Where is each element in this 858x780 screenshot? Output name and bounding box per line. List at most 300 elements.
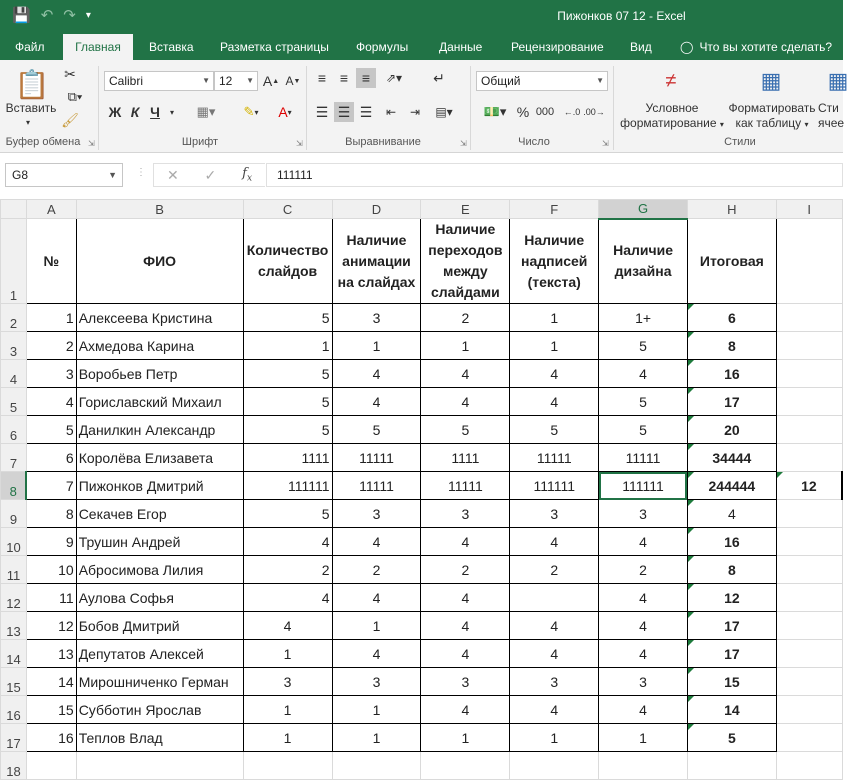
- table-cell[interactable]: 3: [599, 500, 688, 528]
- table-cell[interactable]: 1111: [243, 444, 332, 472]
- table-cell[interactable]: [776, 696, 842, 724]
- row-header[interactable]: 7: [1, 444, 27, 472]
- table-cell[interactable]: 111111: [243, 472, 332, 500]
- table-cell[interactable]: 1: [599, 724, 688, 752]
- align-left-icon[interactable]: ☰: [315, 103, 329, 120]
- table-cell[interactable]: [776, 500, 842, 528]
- table-cell[interactable]: 2: [599, 556, 688, 584]
- table-cell[interactable]: 4: [599, 360, 688, 388]
- header-cell[interactable]: [776, 219, 842, 304]
- table-cell[interactable]: 3: [510, 668, 599, 696]
- font-group-label: Шрифт: [181, 136, 219, 148]
- wrap-text-icon[interactable]: ↵: [433, 69, 445, 86]
- table-cell[interactable]: 12: [776, 472, 842, 500]
- column-header[interactable]: E: [421, 200, 510, 219]
- tab-formulas[interactable]: Формулы: [356, 40, 409, 54]
- table-cell[interactable]: 11111: [421, 472, 510, 500]
- row-header[interactable]: 11: [1, 556, 27, 584]
- table-row: [1, 416, 843, 444]
- row-header[interactable]: 16: [1, 696, 27, 724]
- table-cell[interactable]: [599, 752, 688, 780]
- table-cell[interactable]: 4: [243, 612, 332, 640]
- clipboard-group-label: Буфер обмена: [5, 136, 81, 148]
- shrink-font-icon[interactable]: A ▼: [285, 74, 301, 88]
- table-cell[interactable]: [776, 332, 842, 360]
- column-header[interactable]: C: [243, 200, 332, 219]
- window-title: Пижонков 07 12 - Excel: [557, 9, 686, 23]
- align-top-icon[interactable]: ≡: [317, 70, 327, 86]
- copy-icon[interactable]: ⧉▾: [67, 89, 83, 104]
- table-cell[interactable]: [776, 752, 842, 780]
- table-cell[interactable]: 2: [421, 556, 510, 584]
- column-header[interactable]: D: [332, 200, 421, 219]
- table-cell[interactable]: 3: [510, 500, 599, 528]
- table-cell[interactable]: Алексеева Кристина: [76, 304, 243, 332]
- table-row: [1, 219, 843, 304]
- font-name-value: Calibri: [109, 74, 144, 88]
- table-cell[interactable]: 4: [421, 696, 510, 724]
- table-cell[interactable]: 9: [26, 528, 76, 556]
- table-cell[interactable]: 11111: [599, 444, 688, 472]
- row-header[interactable]: 3: [1, 332, 27, 360]
- table-cell[interactable]: 5: [599, 332, 688, 360]
- table-cell[interactable]: 1: [421, 332, 510, 360]
- table-cell[interactable]: 5: [599, 388, 688, 416]
- table-cell[interactable]: 4: [599, 640, 688, 668]
- table-cell[interactable]: 5: [332, 416, 421, 444]
- underline-dropdown-icon[interactable]: ▾: [169, 107, 174, 117]
- table-cell[interactable]: 6: [26, 444, 76, 472]
- table-cell[interactable]: 4: [421, 584, 510, 612]
- table-cell[interactable]: 4: [421, 360, 510, 388]
- table-cell[interactable]: Аулова Софья: [76, 584, 243, 612]
- table-row: [1, 612, 843, 640]
- column-header[interactable]: G: [599, 200, 688, 219]
- table-cell[interactable]: [776, 612, 842, 640]
- table-cell[interactable]: 10: [26, 556, 76, 584]
- formula-input[interactable]: 111111: [266, 163, 843, 187]
- table-cell[interactable]: 12: [26, 612, 76, 640]
- table-cell[interactable]: 5: [687, 724, 776, 752]
- table-cell[interactable]: Гориславский Михаил: [76, 388, 243, 416]
- conditional-formatting-label-1: Условное: [645, 101, 699, 115]
- table-row: [1, 584, 843, 612]
- table-cell[interactable]: 3: [421, 500, 510, 528]
- column-header[interactable]: B: [76, 200, 243, 219]
- table-cell[interactable]: 3: [332, 668, 421, 696]
- table-cell[interactable]: [776, 668, 842, 696]
- cell-styles-label-2: ячее: [818, 116, 845, 130]
- table-cell[interactable]: 7: [26, 472, 76, 500]
- table-cell[interactable]: 15: [687, 668, 776, 696]
- spreadsheet-table: [0, 199, 843, 780]
- table-cell[interactable]: 4: [599, 584, 688, 612]
- table-cell[interactable]: 4: [421, 640, 510, 668]
- row-header[interactable]: 17: [1, 724, 27, 752]
- table-cell[interactable]: 12: [687, 584, 776, 612]
- font-color-icon[interactable]: A ▾: [278, 104, 292, 120]
- table-cell[interactable]: [76, 752, 243, 780]
- table-cell[interactable]: Ахмедова Карина: [76, 332, 243, 360]
- table-cell[interactable]: Теплов Влад: [76, 724, 243, 752]
- bold-button[interactable]: Ж: [108, 104, 122, 120]
- number-format-combo[interactable]: [476, 71, 608, 91]
- table-cell[interactable]: 4: [599, 696, 688, 724]
- decrease-indent-icon[interactable]: ⇤: [385, 105, 397, 119]
- italic-button[interactable]: К: [130, 104, 140, 120]
- ribbon: [0, 60, 849, 153]
- table-cell[interactable]: 1: [332, 724, 421, 752]
- table-cell[interactable]: [776, 556, 842, 584]
- table-cell[interactable]: [776, 584, 842, 612]
- align-middle-icon[interactable]: ≡: [339, 70, 349, 86]
- tab-insert[interactable]: Вставка: [149, 40, 194, 54]
- header-cell[interactable]: Наличие надписей (текста): [510, 219, 599, 304]
- paste-icon[interactable]: 📋: [14, 68, 50, 100]
- number-group-label: Число: [518, 136, 550, 148]
- format-as-table-label-1: Форматировать: [728, 101, 816, 115]
- format-as-table-label-2: как таблицу: [735, 116, 802, 130]
- header-cell[interactable]: ФИО: [76, 219, 243, 304]
- table-cell[interactable]: 5: [421, 416, 510, 444]
- formula-buttons: [153, 163, 265, 187]
- table-cell[interactable]: 3: [26, 360, 76, 388]
- table-cell[interactable]: 16: [687, 360, 776, 388]
- table-cell[interactable]: 15: [26, 696, 76, 724]
- cell-styles-button[interactable]: [818, 101, 858, 131]
- table-cell[interactable]: 14: [26, 668, 76, 696]
- orientation-icon[interactable]: ⇗▾: [385, 71, 403, 85]
- table-cell[interactable]: 4: [421, 528, 510, 556]
- table-cell[interactable]: 5: [243, 304, 332, 332]
- font-size-value: 12: [219, 74, 233, 88]
- table-cell[interactable]: 11: [26, 584, 76, 612]
- grow-font-icon[interactable]: A ▲: [262, 73, 280, 89]
- font-launcher-icon[interactable]: ⇲: [296, 139, 303, 148]
- font-name-combo[interactable]: [104, 71, 214, 91]
- align-right-icon[interactable]: ☰: [359, 103, 373, 120]
- table-cell[interactable]: 1: [510, 332, 599, 360]
- column-header-row: [1, 200, 843, 219]
- table-row: [1, 360, 843, 388]
- title-bar: [0, 0, 843, 34]
- table-cell[interactable]: 3: [332, 500, 421, 528]
- table-cell[interactable]: [776, 640, 842, 668]
- column-header[interactable]: I: [776, 200, 842, 219]
- table-cell[interactable]: 4: [332, 360, 421, 388]
- customize-qat-icon[interactable]: ▾: [85, 9, 91, 21]
- table-cell[interactable]: [776, 528, 842, 556]
- table-cell[interactable]: [776, 724, 842, 752]
- alignment-launcher-icon[interactable]: ⇲: [460, 139, 467, 148]
- table-cell[interactable]: 5: [510, 416, 599, 444]
- tab-review[interactable]: Рецензирование: [511, 40, 604, 54]
- table-cell[interactable]: 4: [510, 528, 599, 556]
- table-row: [1, 472, 843, 500]
- table-row: [1, 528, 843, 556]
- table-cell[interactable]: 4: [26, 388, 76, 416]
- table-row: [1, 556, 843, 584]
- table-cell[interactable]: 4: [510, 360, 599, 388]
- cell-styles-label-1: Сти: [818, 101, 839, 115]
- table-row: [1, 500, 843, 528]
- row-header[interactable]: 14: [1, 640, 27, 668]
- conditional-formatting-button[interactable]: Условное форматирование ▾: [614, 101, 730, 132]
- formula-bar-grip-icon[interactable]: ⋮: [136, 167, 146, 178]
- table-cell[interactable]: 11111: [332, 472, 421, 500]
- cell-styles-icon[interactable]: ▦: [827, 68, 849, 93]
- header-cell[interactable]: Итоговая: [687, 219, 776, 304]
- table-cell[interactable]: 5: [243, 388, 332, 416]
- table-cell[interactable]: 16: [26, 724, 76, 752]
- group-separator: [306, 66, 307, 150]
- decrease-decimal-icon[interactable]: .00→: [583, 107, 605, 117]
- table-cell[interactable]: 4: [332, 584, 421, 612]
- row-header[interactable]: 1: [1, 219, 27, 304]
- table-cell[interactable]: 4: [510, 388, 599, 416]
- font-size-combo[interactable]: [214, 71, 258, 91]
- conditional-formatting-icon[interactable]: ≠: [665, 69, 677, 92]
- format-as-table-icon[interactable]: ▦: [760, 68, 782, 93]
- lightbulb-icon: ◯: [680, 40, 694, 54]
- redo-icon[interactable]: ↷: [63, 7, 76, 24]
- row-header[interactable]: 13: [1, 612, 27, 640]
- row-header[interactable]: 9: [1, 500, 27, 528]
- fill-color-icon[interactable]: ✎ ▾: [243, 104, 259, 119]
- table-cell[interactable]: 1: [243, 696, 332, 724]
- table-cell[interactable]: Депутатов Алексей: [76, 640, 243, 668]
- table-cell[interactable]: 3: [332, 304, 421, 332]
- row-header[interactable]: 5: [1, 388, 27, 416]
- currency-format-icon[interactable]: 💵▾: [483, 104, 507, 119]
- table-cell[interactable]: 111111: [599, 472, 688, 500]
- table-cell[interactable]: 20: [687, 416, 776, 444]
- table-cell[interactable]: Королёва Елизавета: [76, 444, 243, 472]
- table-row: [1, 696, 843, 724]
- row-header[interactable]: 8: [1, 472, 27, 500]
- table-cell[interactable]: 244444: [687, 472, 776, 500]
- paste-dropdown-icon[interactable]: ▾: [26, 118, 31, 127]
- undo-icon[interactable]: ↶: [40, 7, 54, 24]
- table-cell[interactable]: 111111: [510, 472, 599, 500]
- table-cell[interactable]: 2: [26, 332, 76, 360]
- table-cell[interactable]: 5: [243, 416, 332, 444]
- tab-data[interactable]: Данные: [439, 40, 483, 54]
- align-bottom-icon[interactable]: ≡: [356, 68, 376, 88]
- borders-icon[interactable]: ▦▾: [196, 104, 216, 119]
- table-cell[interactable]: 1: [243, 724, 332, 752]
- row-header[interactable]: 10: [1, 528, 27, 556]
- align-center-icon[interactable]: ☰: [334, 102, 354, 122]
- column-header[interactable]: A: [26, 200, 76, 219]
- number-launcher-icon[interactable]: ⇲: [602, 139, 609, 148]
- table-cell[interactable]: [243, 752, 332, 780]
- table-cell[interactable]: [776, 416, 842, 444]
- row-header[interactable]: 4: [1, 360, 27, 388]
- table-cell[interactable]: 1: [510, 304, 599, 332]
- tab-view[interactable]: Вид: [630, 40, 652, 54]
- tell-me-box[interactable]: [670, 34, 842, 60]
- table-cell[interactable]: Воробьев Петр: [76, 360, 243, 388]
- table-cell[interactable]: [421, 752, 510, 780]
- row-header[interactable]: 6: [1, 416, 27, 444]
- save-icon[interactable]: 💾: [12, 7, 31, 24]
- formula-bar: [0, 153, 843, 199]
- table-cell[interactable]: 4: [332, 528, 421, 556]
- header-cell[interactable]: Количество слайдов: [243, 219, 332, 304]
- table-cell[interactable]: 4: [421, 612, 510, 640]
- table-cell[interactable]: 8: [687, 332, 776, 360]
- table-cell[interactable]: 1111: [421, 444, 510, 472]
- table-cell[interactable]: [776, 388, 842, 416]
- table-cell[interactable]: 4: [510, 612, 599, 640]
- table-row: [1, 752, 843, 780]
- column-header[interactable]: F: [510, 200, 599, 219]
- table-cell[interactable]: [687, 752, 776, 780]
- table-cell[interactable]: 1: [332, 332, 421, 360]
- styles-group-label: Стили: [724, 136, 756, 148]
- table-cell[interactable]: Мирошниченко Герман: [76, 668, 243, 696]
- format-as-table-button[interactable]: Форматировать как таблицу ▾: [724, 101, 820, 132]
- table-cell[interactable]: 13: [26, 640, 76, 668]
- select-all-corner[interactable]: [1, 200, 27, 219]
- table-cell[interactable]: Абросимова Лилия: [76, 556, 243, 584]
- table-cell[interactable]: 4: [510, 696, 599, 724]
- tell-me-label: Что вы хотите сделать?: [699, 40, 833, 54]
- conditional-formatting-label-2: форматирование: [620, 116, 717, 130]
- table-cell[interactable]: 8: [687, 556, 776, 584]
- increase-decimal-icon[interactable]: ←.0: [563, 107, 581, 117]
- insert-function-icon[interactable]: $f_x$: [242, 166, 253, 184]
- row-header[interactable]: 12: [1, 584, 27, 612]
- name-box-value: G8: [12, 168, 29, 182]
- header-cell[interactable]: Наличие переходов между слайдами: [421, 219, 510, 304]
- table-cell[interactable]: 1: [332, 696, 421, 724]
- table-cell[interactable]: 1: [26, 304, 76, 332]
- table-cell[interactable]: 11111: [510, 444, 599, 472]
- table-cell[interactable]: [510, 584, 599, 612]
- underline-button[interactable]: Ч: [150, 104, 160, 120]
- table-cell[interactable]: [510, 752, 599, 780]
- enter-icon[interactable]: ✓: [204, 166, 217, 183]
- table-cell[interactable]: 4: [687, 500, 776, 528]
- table-cell[interactable]: Пижонков Дмитрий: [76, 472, 243, 500]
- cut-icon[interactable]: ✂: [64, 65, 76, 82]
- table-cell[interactable]: 1: [332, 612, 421, 640]
- table-row: [1, 444, 843, 472]
- header-cell[interactable]: Наличие дизайна: [599, 219, 688, 304]
- row-header[interactable]: 18: [1, 752, 27, 780]
- group-separator: [470, 66, 471, 150]
- table-cell[interactable]: 3: [599, 668, 688, 696]
- table-cell[interactable]: 1: [421, 724, 510, 752]
- table-cell[interactable]: 4: [421, 388, 510, 416]
- header-cell[interactable]: Наличие анимации на слайдах: [332, 219, 421, 304]
- table-cell[interactable]: 1: [510, 724, 599, 752]
- number-format-value: Общий: [481, 74, 521, 88]
- table-cell[interactable]: 4: [332, 388, 421, 416]
- table-cell[interactable]: 5: [243, 360, 332, 388]
- table-cell[interactable]: 8: [26, 500, 76, 528]
- table-cell[interactable]: Субботин Ярослав: [76, 696, 243, 724]
- chevron-down-icon: ▼: [202, 76, 210, 85]
- table-cell[interactable]: 2: [510, 556, 599, 584]
- table-cell[interactable]: 3: [421, 668, 510, 696]
- format-painter-icon[interactable]: 🖌: [61, 111, 79, 128]
- table-cell[interactable]: 14: [687, 696, 776, 724]
- table-cell[interactable]: 17: [687, 612, 776, 640]
- table-cell[interactable]: 16: [687, 528, 776, 556]
- table-cell[interactable]: 4: [510, 640, 599, 668]
- column-header[interactable]: H: [687, 200, 776, 219]
- thousands-separator-icon[interactable]: 000: [535, 106, 555, 118]
- table-cell[interactable]: 34444: [687, 444, 776, 472]
- row-header[interactable]: 2: [1, 304, 27, 332]
- clipboard-launcher-icon[interactable]: ⇲: [88, 139, 95, 148]
- paste-button[interactable]: Вставить: [5, 101, 57, 115]
- table-cell[interactable]: 17: [687, 388, 776, 416]
- table-cell[interactable]: [776, 360, 842, 388]
- table-cell[interactable]: [26, 752, 76, 780]
- table-cell[interactable]: Данилкин Александр: [76, 416, 243, 444]
- table-cell[interactable]: 6: [687, 304, 776, 332]
- table-cell[interactable]: 5: [599, 416, 688, 444]
- tab-home[interactable]: Главная: [63, 34, 133, 60]
- header-cell[interactable]: №: [26, 219, 76, 304]
- table-cell[interactable]: 1: [243, 640, 332, 668]
- table-cell[interactable]: [776, 444, 842, 472]
- table-cell[interactable]: 17: [687, 640, 776, 668]
- table-cell[interactable]: 4: [332, 640, 421, 668]
- table-row: [1, 640, 843, 668]
- table-cell[interactable]: 2: [421, 304, 510, 332]
- tab-page-layout[interactable]: Разметка страницы: [220, 40, 329, 54]
- percent-icon[interactable]: %: [516, 104, 530, 120]
- table-cell[interactable]: 3: [243, 668, 332, 696]
- table-row: [1, 668, 843, 696]
- table-cell[interactable]: [776, 304, 842, 332]
- table-cell[interactable]: Секачев Егор: [76, 500, 243, 528]
- chevron-down-icon: ▼: [246, 76, 254, 85]
- table-cell[interactable]: 4: [599, 612, 688, 640]
- table-cell[interactable]: 4: [243, 584, 332, 612]
- name-box[interactable]: [5, 163, 123, 187]
- table-cell[interactable]: 11111: [332, 444, 421, 472]
- table-cell[interactable]: 2: [243, 556, 332, 584]
- row-header[interactable]: 15: [1, 668, 27, 696]
- group-separator: [98, 66, 99, 150]
- table-row: [1, 724, 843, 752]
- merge-center-icon[interactable]: ▤▾: [435, 105, 453, 119]
- worksheet-grid[interactable]: [0, 199, 843, 779]
- alignment-group-label: Выравнивание: [345, 136, 421, 148]
- table-cell[interactable]: 2: [332, 556, 421, 584]
- table-cell[interactable]: 4: [599, 528, 688, 556]
- table-cell[interactable]: 4: [243, 528, 332, 556]
- table-cell[interactable]: 5: [26, 416, 76, 444]
- table-cell[interactable]: Трушин Андрей: [76, 528, 243, 556]
- increase-indent-icon[interactable]: ⇥: [409, 105, 421, 119]
- table-cell[interactable]: 5: [243, 500, 332, 528]
- table-cell[interactable]: 1: [243, 332, 332, 360]
- table-row: [1, 332, 843, 360]
- table-cell[interactable]: [332, 752, 421, 780]
- cancel-icon[interactable]: ✕: [166, 166, 179, 183]
- table-cell[interactable]: 1+: [599, 304, 688, 332]
- tab-file[interactable]: Файл: [15, 40, 45, 54]
- table-cell[interactable]: Бобов Дмитрий: [76, 612, 243, 640]
- table-row: [1, 304, 843, 332]
